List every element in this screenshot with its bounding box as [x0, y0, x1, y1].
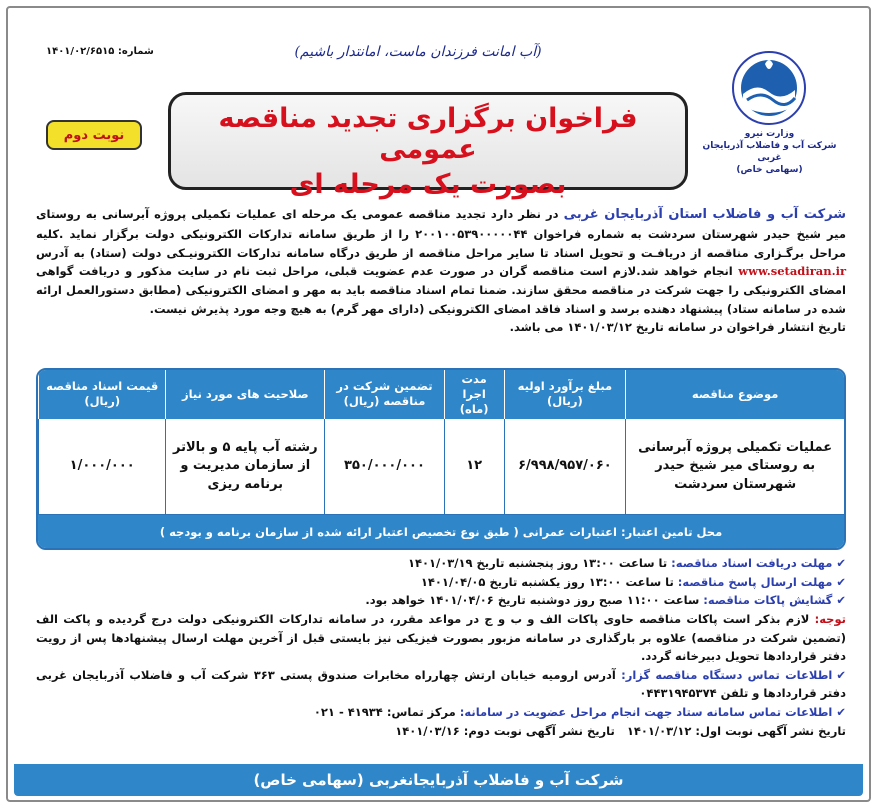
publish-date-line: تاریخ انتشار فراخوان در سامانه تاریخ ۱۴۰۱/۰۳/۱۲ می باشد.: [509, 320, 846, 335]
contact-setad-value: مرکز تماس: ۴۱۹۳۴ - ۰۲۱: [313, 705, 460, 719]
check-icon: ✔: [836, 667, 846, 682]
col-subject: موضوع مناقصه: [626, 370, 844, 419]
title-box: [168, 92, 688, 200]
deadline-value: ساعت ۱۱:۰۰ صبح روز دوشنبه تاریخ ۱۴۰۱/۰۴/۰۶ خواهد بود.: [365, 593, 700, 608]
contact-org-value: آدرس ارومیه خیابان ارتش چهارراه مخابرات صندوق پستی ۳۶۳ شرکت آب و فاضلاب آذربایجان غربی دفتر قراردادها و تلفن ۰۴۴۳۱۹۴۵۳۷۴: [36, 667, 846, 701]
note: [36, 610, 846, 666]
deadline-label: مهلت ارسال پاسخ مناقصه:: [677, 574, 833, 589]
reference-number: شماره: ۱۴۰۱/۰۲/۶۵۱۵: [46, 46, 154, 57]
publish-second: تاریخ نشر آگهی نوبت دوم: ۱۴۰۱/۰۳/۱۶: [395, 723, 615, 738]
motto: (آب امانت فرزندان ماست، امانتدار باشیم): [294, 44, 542, 60]
col-qualification: صلاحیت های مورد نیاز: [166, 370, 325, 419]
check-icon: ✔: [836, 556, 846, 570]
check-icon: ✔: [836, 574, 846, 589]
intro-paragraph: [36, 204, 846, 337]
deadline-doc-receipt: [36, 554, 846, 573]
contact-org: [36, 666, 846, 703]
contact-setad: [36, 703, 846, 722]
intro-text-1: در نظر دارد تجدید مناقصه عمومی یک مرحله ای عملیات تکمیلی پروژه آبرسانی به روستای میر شیخ حیدر شهرستان سردشت به شماره فراخوان ۲۰۰۱۰۰۵۳۹۰۰۰۰۰۴۴ را از طریق سامانه تدارکات الکترونیکی دولت برگزار نماید .کلیه مراحل برگـزاری مناقصه از دریافـت و تحویل اسناد تا سایر مراحل مناقصه از طریق درگاه سامانه تدارکات الکترونیـکی دولت (ستاد) به آدرس: [36, 207, 846, 260]
note-text: لازم بذکر است پاکات مناقصه حاوی پاکات الف و ب و ج در مواعد مقرر، در سامانه تدارکات الکترونیکی دولت درج گردیده و پاکت الف (تضمین شرکت در مناقصه) علاوه بر بارگذاری در سامانه مزبور بصورت فیزیکی نیز بایستی قبل از آخرین مهلت ارسال پیشنهادها پس از رویت دفتر قراردادها تحویل دبیرخانه گردد.: [36, 611, 846, 664]
cell-qualification: رشته آب پایه ۵ و بالاتر از سازمان مدیریت و برنامه ریزی: [166, 419, 325, 515]
check-icon: ✔: [836, 593, 846, 608]
intro-text-2: انجام خواهد شد.لازم است مناقصه گران در صورت عدم عضویت قبلی، مراحل ثبت نام در سایت مذکور و دریافت گواهی امضای الکترونیکی را جهت شرکت در مناقصه محقق سازند. ضمنا تمام اسناد مناقصه باید به مهر و امضای الکترونیکی (مطابق دستورالعمل ارائه شده در سامانه ستاد) پیشنهاد دهنده برسد و اسناد فاقد امضای الکترونیکی (دارای مهر گرم) به هیچ وجه مورد پذیرش نیست.: [36, 264, 846, 316]
credit-source: محل تامین اعتبار: اعتبارات عمرانی ( طبق نوع تخصیص اعتبار ارائه شده از سازمان برنامه و بودجه ): [38, 515, 844, 549]
check-icon: ✔: [836, 705, 846, 719]
company-type: (سهامی خاص): [736, 165, 803, 176]
cell-doc-price: ۱/۰۰۰/۰۰۰: [39, 419, 166, 515]
col-doc-price: قیمت اسناد مناقصه (ریال): [39, 370, 166, 419]
tender-notice: [6, 6, 871, 802]
publish-dates: [36, 722, 846, 741]
intro-org-name: شرکت آب و فاضلاب استان آذربایجان غربی: [563, 207, 846, 222]
col-estimate: مبلغ برآورد اولیه (ریال): [504, 370, 626, 419]
round-badge: نوبت دوم: [46, 120, 142, 150]
col-duration: مدت اجرا (ماه): [444, 370, 504, 419]
ministry-name: وزارت نیرو: [744, 129, 795, 139]
tender-table: [36, 368, 846, 550]
table-header-row: [39, 370, 845, 419]
publish-first: تاریخ نشر آگهی نوبت اول: ۱۴۰۱/۰۳/۱۲: [626, 723, 846, 738]
col-guarantee: تضمین شرکت در مناقصه (ریال): [325, 370, 445, 419]
cell-estimate: ۶/۹۹۸/۹۵۷/۰۶۰: [504, 419, 626, 515]
details-section: [36, 554, 846, 740]
website-link[interactable]: www.setadiran.ir: [738, 264, 846, 279]
deadline-label: گشایش پاکات مناقصه:: [703, 593, 833, 608]
water-company-logo: [721, 46, 817, 130]
cell-guarantee: ۳۵۰/۰۰۰/۰۰۰: [325, 419, 445, 515]
deadline-opening: [36, 591, 846, 610]
deadline-bid-submit: [36, 573, 846, 592]
sub-title: بصورت یک مرحله ای: [289, 169, 567, 200]
company-name: شرکت آب و فاضلاب آذربایجان غربی: [702, 141, 837, 164]
footer-banner: شرکت آب و فاضلاب آذربایجانغربی (سهامی خاص): [14, 764, 863, 796]
deadline-label: مهلت دریافت اسناد مناقصه:: [671, 556, 833, 570]
note-label: توجه:: [814, 611, 846, 626]
contact-setad-label: اطلاعات تماس سامانه ستاد جهت انجام مراحل عضویت در سامانه:: [459, 705, 833, 719]
table-row: [39, 419, 845, 515]
organization-block: [702, 128, 837, 177]
cell-subject: عملیات تکمیلی پروژه آبرسانی به روستای میر شیخ حیدر شهرستان سردشت: [626, 419, 844, 515]
deadline-value: تا ساعت ۱۳:۰۰ روز یکشنبه تاریخ ۱۴۰۱/۰۴/۰۵: [420, 574, 674, 589]
deadline-value: تا ساعت ۱۳:۰۰ روز پنجشنبه تاریخ ۱۴۰۱/۰۳/۱۹: [407, 556, 668, 570]
cell-duration: ۱۲: [444, 419, 504, 515]
contact-org-label: اطلاعات تماس دستگاه مناقصه گزار:: [621, 667, 833, 682]
main-title: فراخوان برگزاری تجدید مناقصه عمومی: [218, 103, 638, 165]
